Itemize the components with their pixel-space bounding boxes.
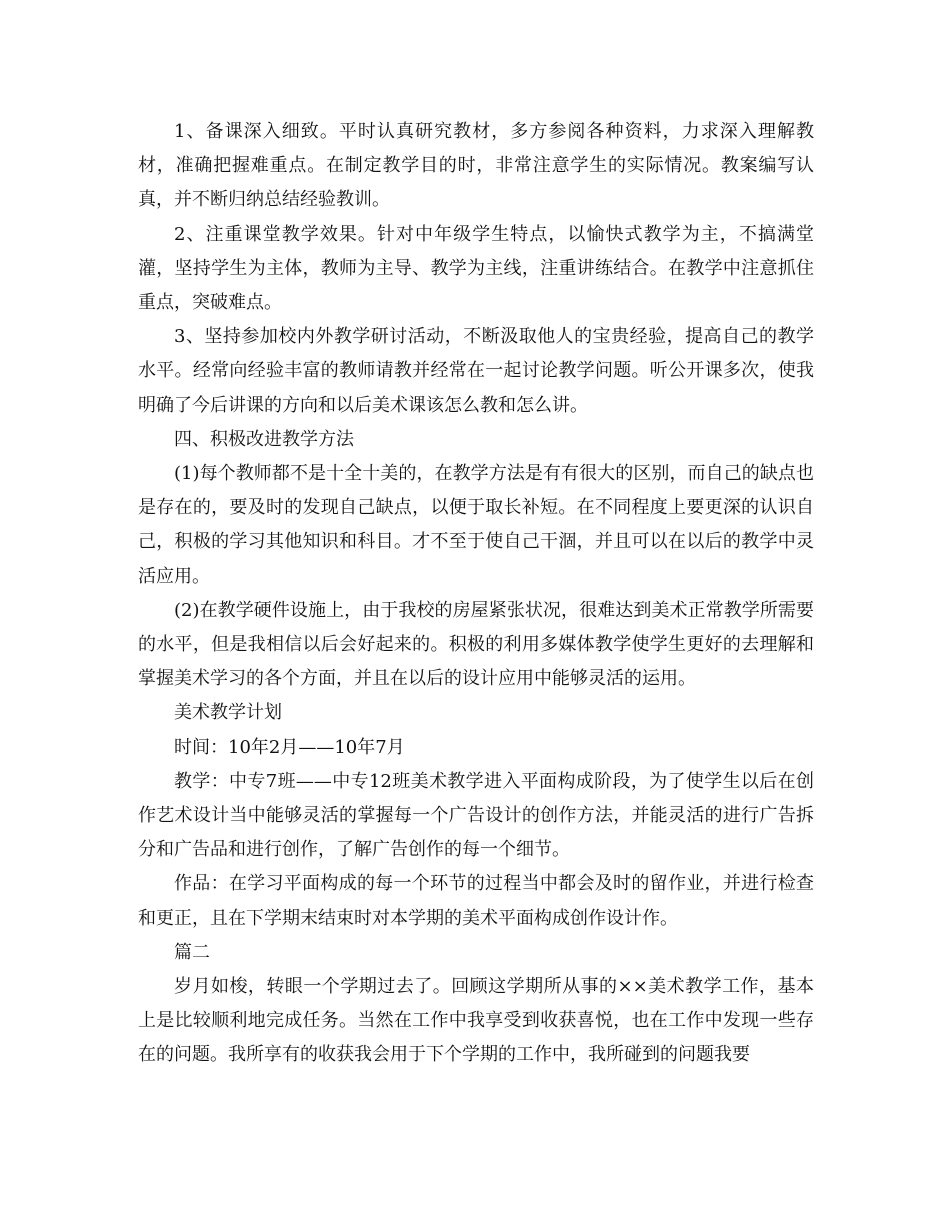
paragraph-summary: 岁月如梭，转眼一个学期过去了。回顾这学期所从事的××美术教学工作，基本上是比较顺利地完成任务。当然在工作中我享受到收获喜悦，也在工作中发现一些存在的问题。我所享有的收获我会用于下个学期的工作中，我所碰到的问题我要	[138, 976, 814, 1066]
heading-part-two: 篇二	[174, 941, 210, 963]
paragraph-works: 作品：在学习平面构成的每一个环节的过程当中都会及时的留作业，并进行检查和更正，且在下学期末结束时对本学期的美术平面构成创作设计作。	[138, 873, 814, 929]
paragraph-research-activities: 3、坚持参加校内外教学研讨活动，不断汲取他人的宝贵经验，提高自己的教学水平。经常向经验丰富的教师请教并经常在一起讨论教学问题。听公开课多次，使我明确了今后讲课的方向和以后美术课该怎么教和怎么讲。	[138, 326, 814, 416]
document-body	[138, 115, 814, 1073]
paragraph-time: 时间：10年2月——10年7月	[174, 736, 405, 758]
paragraph-preparation: 1、备课深入细致。平时认真研究教材，多方参阅各种资料，力求深入理解教材，准确把握难重点。在制定教学目的时，非常注意学生的实际情况。教案编写认真，并不断归纳总结经验教训。	[138, 121, 814, 211]
paragraph-classroom-effect: 2、注重课堂教学效果。针对中年级学生特点，以愉快式教学为主，不搞满堂灌，坚持学生为主体，教师为主导、教学为主线，注重讲练结合。在教学中注意抓住重点，突破难点。	[138, 223, 814, 314]
section-heading-methods: 四、积极改进教学方法	[174, 428, 354, 450]
heading-art-plan: 美术教学计划	[174, 702, 282, 724]
paragraph-method-1: (1)每个教师都不是十全十美的，在教学方法是有有很大的区别，而自己的缺点也是存在的，要及时的发现自己缺点，以便于取长补短。在不同程度上要更深的认识自己，积极的学习其他知识和科目。才不至于使自己干涸，并且可以在以后的教学中灵活应用。	[138, 463, 814, 587]
paragraph-teaching: 教学：中专7班——中专12班美术教学进入平面构成阶段，为了使学生以后在创作艺术设计当中能够灵活的掌握每一个广告设计的创作方法，并能灵活的进行广告拆分和广告品和进行创作，了解广告创作的每一个细节。	[138, 770, 814, 861]
paragraph-method-2: (2)在教学硬件设施上，由于我校的房屋紧张状况，很难达到美术正常教学所需要的水平，但是我相信以后会好起来的。积极的利用多媒体教学使学生更好的去理解和掌握美术学习的各个方面，并且在以后的设计应用中能够灵活的运用。	[138, 599, 814, 690]
